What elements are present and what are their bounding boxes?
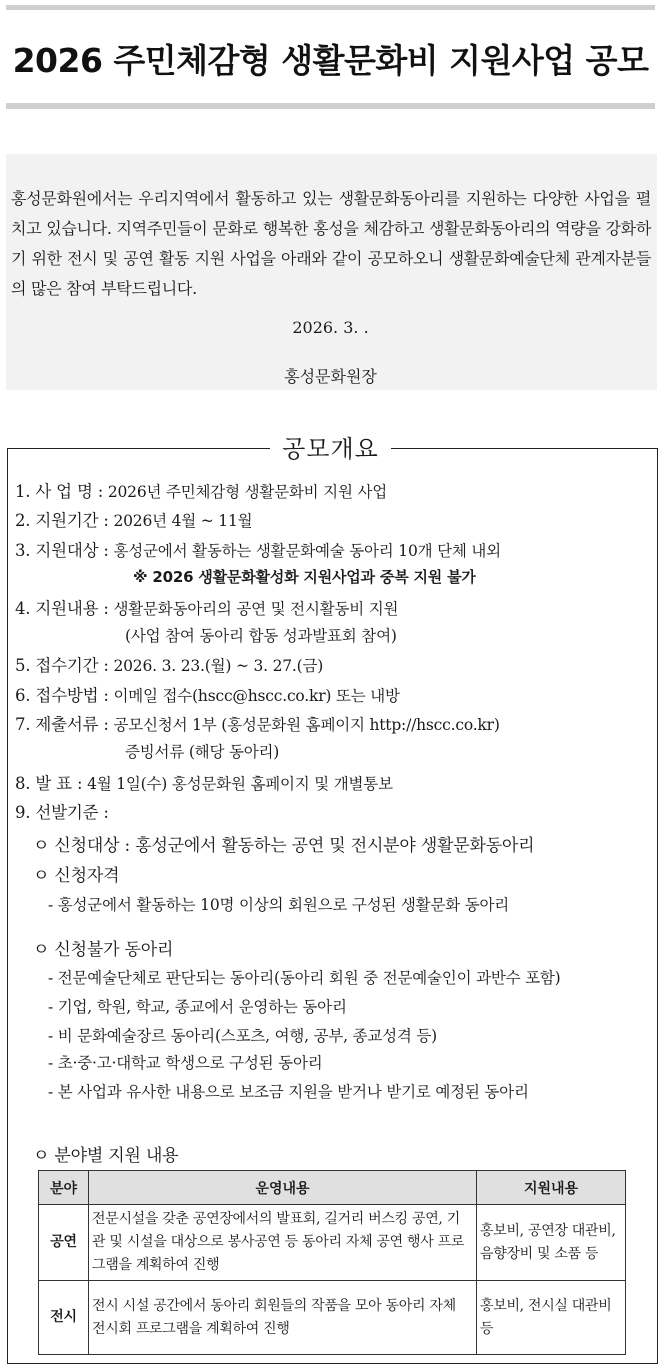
item-label: 4. 지원내용 : xyxy=(15,599,109,618)
summary-item-reception xyxy=(15,652,323,676)
column-header: 분야 xyxy=(39,1171,89,1205)
table-header-row xyxy=(39,1171,626,1205)
item-value: 공모신청서 1부 (홍성문화원 홈페이지 http://hscc.co.kr) xyxy=(113,716,500,734)
duplicate-support-note: ※ 2026 생활문화활성화 지원사업과 중복 지원 불가 xyxy=(133,568,476,586)
summary-item-content-cont: (사업 참여 동아리 합동 성과발표회 참여) xyxy=(125,627,397,645)
item-value: 4월 1일(수) 홍성문화원 홈페이지 및 개별통보 xyxy=(87,775,393,793)
item-label: 6. 접수방법 : xyxy=(15,686,109,705)
summary-item-name xyxy=(15,478,387,502)
summary-item-content xyxy=(15,595,398,619)
item-label: 1. 사 업 명 : xyxy=(15,482,104,501)
ineligible-item: - 초·중·고·대학교 학생으로 구성된 동아리 xyxy=(48,1054,323,1072)
summary-item-method xyxy=(15,682,400,706)
criteria-qualification-head: ㅇ 신청자격 xyxy=(33,866,120,886)
item-label: 5. 접수기간 : xyxy=(15,656,109,675)
intro-text: 홍성문화원에서는 우리지역에서 활동하고 있는 생활문화동아리를 지원하는 다양한 사업을 펼치고 있습니다. 지역주민들이 문화로 행복한 홍성을 체감하고 생활문화동아리의 역량을 강화하기 위한 전시 및 공연 활동 지원 사업을 아래와 같이 공모하오니 생활문화예술단체 관계자분들의 많은 참여 부탁드립니다. xyxy=(11,189,651,298)
table-row xyxy=(39,1205,626,1281)
table-cell-support: 홍보비, 전시실 대관비 등 xyxy=(477,1281,626,1355)
table-cell-category: 공연 xyxy=(39,1205,89,1281)
item-label: 3. 지원대상 : xyxy=(15,541,109,560)
summary-item-documents xyxy=(15,711,500,735)
intro-date: 2026. 3. . xyxy=(292,318,369,337)
item-value: 홍성군에서 활동하는 생활문화예술 동아리 10개 단체 내외 xyxy=(113,542,501,560)
item-value: 2026년 주민체감형 생활문화비 지원 사업 xyxy=(107,483,387,501)
criteria-qualification-item: - 홍성군에서 활동하는 10명 이상의 회원으로 구성된 생활문화 동아리 xyxy=(48,896,510,914)
summary-item-documents-cont: 증빙서류 (해당 동아리) xyxy=(125,743,280,761)
summary-item-period xyxy=(15,507,252,531)
ineligible-item: - 전문예술단체로 판단되는 동아리(동아리 회원 중 전문예술인이 과반수 포함) xyxy=(48,969,561,987)
criteria-apply-target: ㅇ 신청대상 : 홍성군에서 활동하는 공연 및 전시분야 생활문화동아리 xyxy=(33,836,535,856)
ineligible-item: - 기업, 학원, 학교, 종교에서 운영하는 동아리 xyxy=(48,998,347,1016)
item-label: 7. 제출서류 : xyxy=(15,715,109,734)
ineligible-item: - 본 사업과 유사한 내용으로 보조금 지원을 받거나 받기로 예정된 동아리 xyxy=(48,1083,529,1101)
ineligible-item: - 비 문화예술장르 동아리(스포츠, 여행, 공부, 종교성격 등) xyxy=(48,1027,438,1045)
item-label: 2. 지원기간 : xyxy=(15,511,109,530)
item-label: 8. 발 표 : xyxy=(15,774,83,793)
item-value: 이메일 접수(hscc@hscc.co.kr) 또는 내방 xyxy=(113,687,400,705)
header-bottom-rule xyxy=(6,103,655,109)
header-top-rule xyxy=(6,5,655,10)
page-title: 2026 주민체감형 생활문화비 지원사업 공모 xyxy=(12,41,649,80)
item-value: 2026년 4월 ~ 11월 xyxy=(113,512,253,530)
summary-title: 공모개요 xyxy=(270,432,391,466)
table-cell-category: 전시 xyxy=(39,1281,89,1355)
summary-item-target xyxy=(15,537,501,561)
table-cell-content: 전문시설을 갖춘 공연장에서의 발표회, 길거리 버스킹 공연, 기관 및 시설을 대상으로 봉사공연 등 동아리 자체 공연 행사 프로그램을 계획하여 진행 xyxy=(89,1205,477,1281)
intro-signature: 홍성문화원장 xyxy=(284,367,377,386)
support-table xyxy=(38,1170,626,1355)
column-header: 지원내용 xyxy=(477,1171,626,1205)
column-header: 운영내용 xyxy=(89,1171,477,1205)
item-value: 2026. 3. 23.(월) ~ 3. 27.(금) xyxy=(113,657,324,675)
support-by-field-head: ㅇ 분야별 지원 내용 xyxy=(33,1146,179,1166)
item-value: 생활문화동아리의 공연 및 전시활동비 지원 xyxy=(113,600,399,618)
summary-item-announcement xyxy=(15,770,393,794)
table-cell-support: 홍보비, 공연장 대관비, 음향장비 및 소품 등 xyxy=(477,1205,626,1281)
item-label: 9. 선발기준 : xyxy=(15,803,109,822)
criteria-ineligible-head: ㅇ 신청불가 동아리 xyxy=(33,940,174,960)
summary-item-criteria xyxy=(15,799,109,823)
table-cell-content: 전시 시설 공간에서 동아리 회원들의 작품을 모아 동아리 자체 전시회 프로그램을 계획하여 진행 xyxy=(89,1281,477,1355)
table-row xyxy=(39,1281,626,1355)
